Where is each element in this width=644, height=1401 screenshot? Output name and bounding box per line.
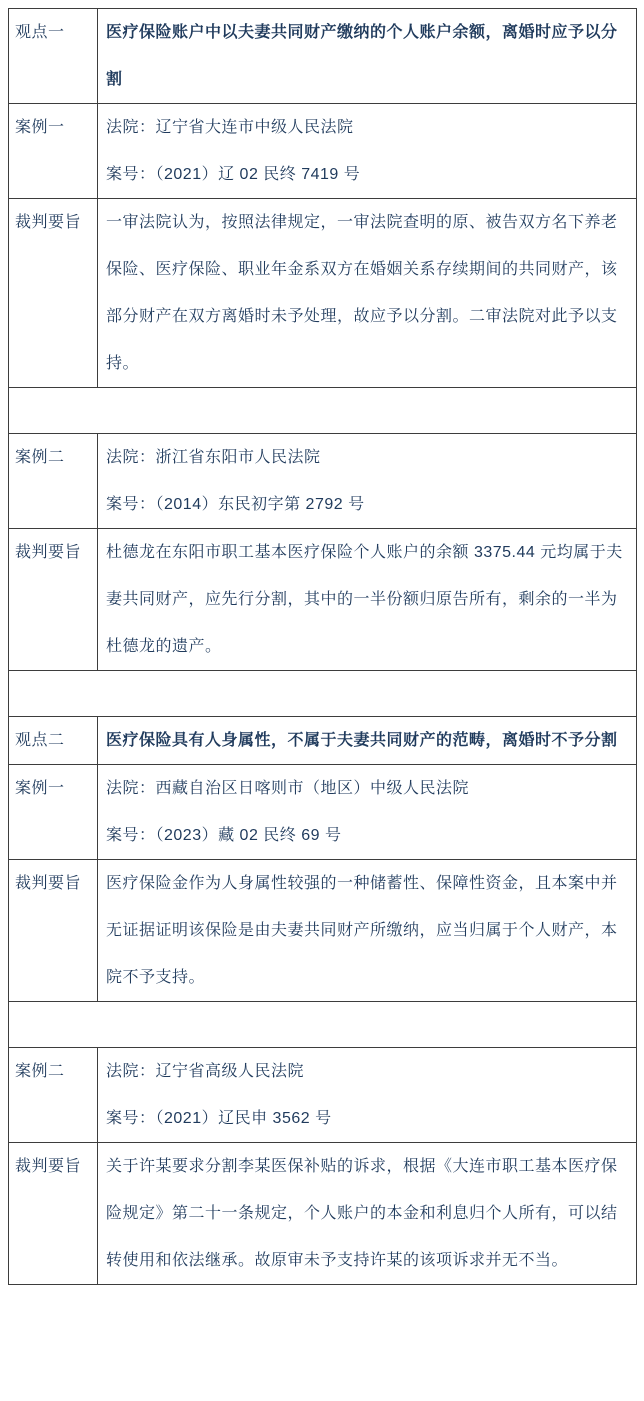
table-row-case <box>9 434 637 529</box>
spacer-cell <box>9 671 637 717</box>
table-row-gist <box>9 860 637 1002</box>
court-line: 法院：辽宁省高级人民法院 <box>106 1063 305 1080</box>
case-number-line: 案号：（2014）东民初字第 2792 号 <box>106 496 365 513</box>
row-content-cell <box>98 1048 637 1143</box>
paragraph: 医疗保险具有人身属性，不属于夫妻共同财产的范畴，离婚时不予分割 <box>106 732 618 749</box>
case-table <box>8 8 637 1285</box>
row-label-cell <box>9 9 98 104</box>
table-row-gist <box>9 1143 637 1285</box>
spacer-row <box>9 388 637 434</box>
paragraph: 医疗保险金作为人身属性较强的一种储蓄性、保障性资金，且本案中并无证据证明该保险是由夫妻共同财产所缴纳，应当归属于个人财产，本院不予支持。 <box>106 875 618 986</box>
row-label-cell <box>9 529 98 671</box>
row-content-cell <box>98 765 637 860</box>
row-label-cell <box>9 860 98 1002</box>
table-row-case <box>9 1048 637 1143</box>
spacer-cell <box>9 1002 637 1048</box>
row-content-cell <box>98 717 637 765</box>
case-number-line: 案号：（2021）辽 02 民终 7419 号 <box>106 166 361 183</box>
row-label: 裁判要旨 <box>15 875 82 892</box>
case-number-line: 案号：（2021）辽民申 3562 号 <box>106 1110 332 1127</box>
row-label: 观点一 <box>15 24 65 41</box>
row-content-cell <box>98 434 637 529</box>
paragraph: 一审法院认为，按照法律规定，一审法院查明的原、被告双方名下养老保险、医疗保险、职业年金系双方在婚姻关系存续期间的共同财产，该部分财产在双方离婚时未予处理，故应予以分割。二审法院对此予以支持。 <box>106 214 618 372</box>
row-content-cell <box>98 1143 637 1285</box>
row-label-cell <box>9 765 98 860</box>
row-label: 观点二 <box>15 732 65 749</box>
row-label-cell <box>9 199 98 388</box>
spacer-row <box>9 1002 637 1048</box>
row-label-cell <box>9 434 98 529</box>
paragraph: 医疗保险账户中以夫妻共同财产缴纳的个人账户余额，离婚时应予以分割 <box>106 24 618 88</box>
row-label: 案例一 <box>15 780 65 797</box>
row-label-cell <box>9 717 98 765</box>
table-row-viewpoint-1 <box>9 9 637 104</box>
row-label: 案例二 <box>15 449 65 466</box>
case-number-line: 案号：（2023）藏 02 民终 69 号 <box>106 827 342 844</box>
row-label-cell <box>9 104 98 199</box>
row-content-cell <box>98 529 637 671</box>
row-label-cell <box>9 1143 98 1285</box>
table-row-gist <box>9 199 637 388</box>
row-label: 案例二 <box>15 1063 65 1080</box>
spacer-row <box>9 671 637 717</box>
row-label-cell <box>9 1048 98 1143</box>
row-content-cell <box>98 9 637 104</box>
row-content-cell <box>98 104 637 199</box>
paragraph: 关于许某要求分割李某医保补贴的诉求，根据《大连市职工基本医疗保险规定》第二十一条规定，个人账户的本金和利息归个人所有，可以结转使用和依法继承。故原审未予支持许某的该项诉求并无不当。 <box>106 1158 618 1269</box>
row-label: 裁判要旨 <box>15 214 82 231</box>
paragraph: 杜德龙在东阳市职工基本医疗保险个人账户的余额 3375.44 元均属于夫妻共同财产，应先行分割，其中的一半份额归原告所有，剩余的一半为杜德龙的遗产。 <box>106 544 623 655</box>
table-row-case <box>9 765 637 860</box>
table-row-gist <box>9 529 637 671</box>
court-line: 法院：浙江省东阳市人民法院 <box>106 449 321 466</box>
table-row-case <box>9 104 637 199</box>
table-row-viewpoint-2 <box>9 717 637 765</box>
row-content-cell <box>98 199 637 388</box>
row-label: 案例一 <box>15 119 65 136</box>
row-label: 裁判要旨 <box>15 1158 82 1175</box>
row-label: 裁判要旨 <box>15 544 82 561</box>
row-content-cell <box>98 860 637 1002</box>
court-line: 法院：辽宁省大连市中级人民法院 <box>106 119 354 136</box>
court-line: 法院：西藏自治区日喀则市（地区）中级人民法院 <box>106 780 470 797</box>
spacer-cell <box>9 388 637 434</box>
